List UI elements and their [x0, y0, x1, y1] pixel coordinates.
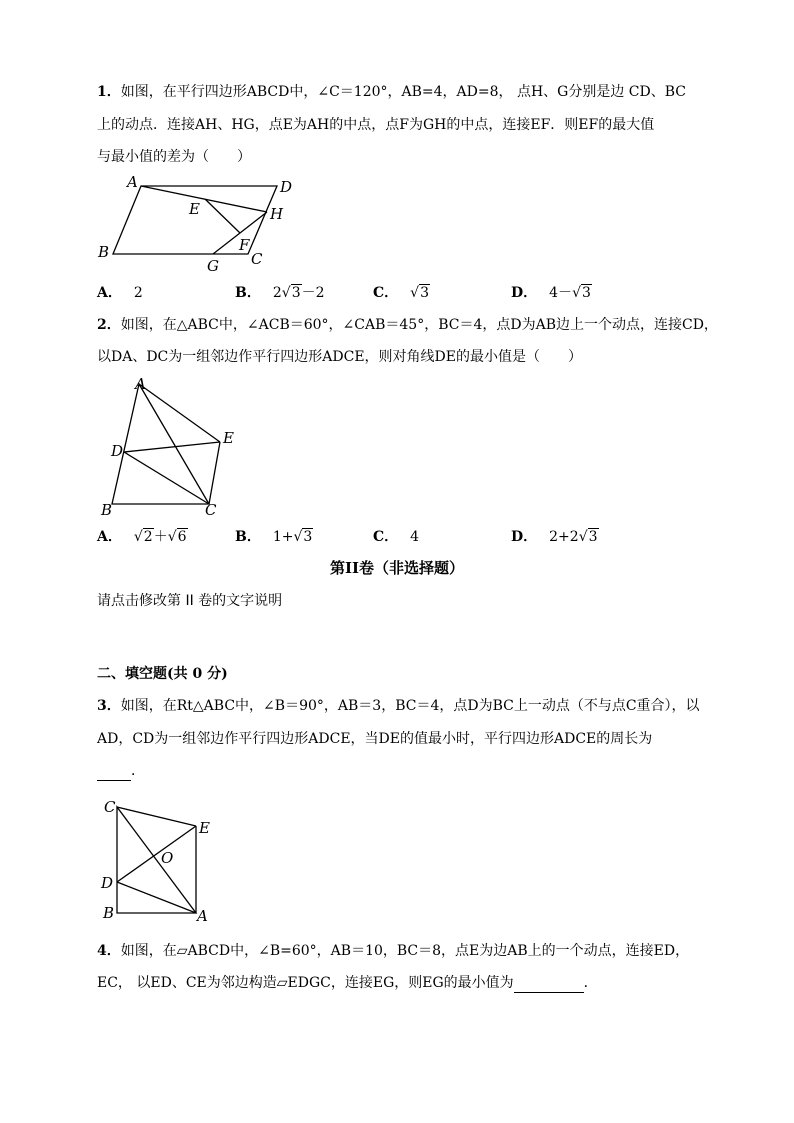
- q2-label-d: D: [111, 442, 124, 460]
- q1-label-a: A: [127, 173, 138, 191]
- q3-label-c: C: [104, 798, 116, 816]
- sqrt-icon: √3: [410, 285, 429, 301]
- q1-label-h: H: [270, 205, 284, 223]
- sqrt-icon: √3: [281, 285, 301, 301]
- q3-label-b: B: [103, 904, 115, 922]
- q2-label-e: E: [223, 429, 234, 447]
- q4-answer-blank[interactable]: [514, 978, 584, 993]
- part2-heading: 二、填空题(共 0 分): [97, 666, 228, 682]
- q2-option-a[interactable]: A． √2＋√6: [97, 529, 187, 545]
- q3-label-e: E: [199, 819, 210, 837]
- q2-segment-ec: [209, 442, 220, 504]
- q1-label-f: F: [239, 236, 250, 254]
- sqrt-icon: √3: [578, 529, 598, 545]
- section-title: 第II卷（非选择题）: [329, 559, 465, 577]
- q4-text-2: EC， 以ED、CE为邻边构造▱EDGC，连接EG，则EG的最小值为: [97, 975, 514, 991]
- q1-parallelogram: [113, 186, 277, 254]
- q3-segment-de: [117, 826, 196, 882]
- q2-line-1: [97, 315, 718, 335]
- q1-label-d: D: [280, 178, 293, 196]
- q1-label-e: E: [189, 200, 200, 218]
- q3-label-o: O: [161, 849, 174, 867]
- q1-label-b: B: [98, 243, 110, 261]
- q1-line-2: 上的动点．连接AH、HG，点E为AH的中点，点F为GH的中点，连接EF．则EF的最大值: [97, 117, 655, 133]
- q4-text-1: 如图，在▱ABCD中，∠B=60°，AB＝10，BC＝8，点E为边AB上的一个动点，连接ED，: [120, 943, 690, 959]
- q2-segment-dc: [124, 452, 209, 504]
- q2-text-1: 如图，在△ABC中，∠ACB＝60°，∠CAB＝45°，BC＝4，点D为AB边上一个动点，连接CD，: [120, 317, 718, 333]
- q1-option-c[interactable]: C． √3: [373, 285, 429, 301]
- q2-option-b[interactable]: B． 1+√3: [235, 529, 313, 545]
- q3-line-3: ．: [97, 761, 145, 781]
- q4-line-1: [97, 941, 689, 961]
- q3-line-2: AD，CD为一组邻边作平行四边形ADCE，当DE的值最小时，平行四边形ADCE的周长为: [97, 731, 653, 747]
- q3-number: 3．: [97, 698, 121, 714]
- q3-line-1: [97, 696, 700, 716]
- q2-segment-ae: [139, 384, 220, 442]
- sqrt-icon: √6: [167, 529, 187, 545]
- q2-option-c[interactable]: C． 4: [373, 529, 420, 545]
- q3-figure: [95, 795, 225, 925]
- q1-text-1: 如图，在平行四边形ABCD中，∠C＝120°，AB=4，AD=8， 点H、G分别是边 CD、BC: [120, 84, 687, 100]
- sqrt-icon: √3: [293, 529, 313, 545]
- q1-line-3: 与最小值的差为（ ）: [97, 149, 251, 165]
- q1-segment-ef: [205, 199, 240, 233]
- q2-label-b: B: [101, 501, 113, 519]
- section-note[interactable]: 请点击修改第 II 卷的文字说明: [97, 593, 283, 609]
- q2-figure: [95, 372, 255, 522]
- q1-segment-ah: [141, 186, 267, 212]
- sqrt-icon: √2: [133, 529, 153, 545]
- sqrt-icon: √3: [572, 285, 591, 301]
- q2-label-a: A: [135, 375, 146, 393]
- q1-line-1: [97, 82, 686, 102]
- q3-text-1: 如图，在Rt△ABC中，∠B＝90°，AB＝3，BC＝4，点D为BC上一动点（不与点C重合），以: [120, 698, 700, 714]
- q1-option-a[interactable]: A． 2: [97, 285, 143, 301]
- q2-label-c: C: [205, 501, 217, 519]
- q1-figure: [95, 172, 315, 277]
- q3-label-d: D: [101, 874, 114, 892]
- q1-label-g: G: [207, 257, 219, 275]
- q1-label-c: C: [251, 250, 263, 268]
- q3-label-a: A: [197, 907, 208, 925]
- q1-option-d[interactable]: D． 4－√3: [511, 285, 591, 301]
- q3-answer-blank[interactable]: [97, 766, 131, 781]
- q2-triangle-abc: [112, 384, 209, 504]
- q2-option-d[interactable]: D． 2+2√3: [511, 529, 598, 545]
- q2-segment-de: [124, 442, 220, 452]
- q2-line-2: 以DA、DC为一组邻边作平行四边形ADCE，则对角线DE的最小值是（ ）: [97, 349, 582, 365]
- q4-number: 4．: [97, 943, 121, 959]
- q1-option-b[interactable]: B． 2√3－2: [235, 285, 325, 301]
- q2-number: 2．: [97, 317, 121, 333]
- q1-number: 1．: [97, 84, 121, 100]
- q4-line-2: EC， 以ED、CE为邻边构造▱EDGC，连接EG，则EG的最小值为 ．: [97, 975, 598, 991]
